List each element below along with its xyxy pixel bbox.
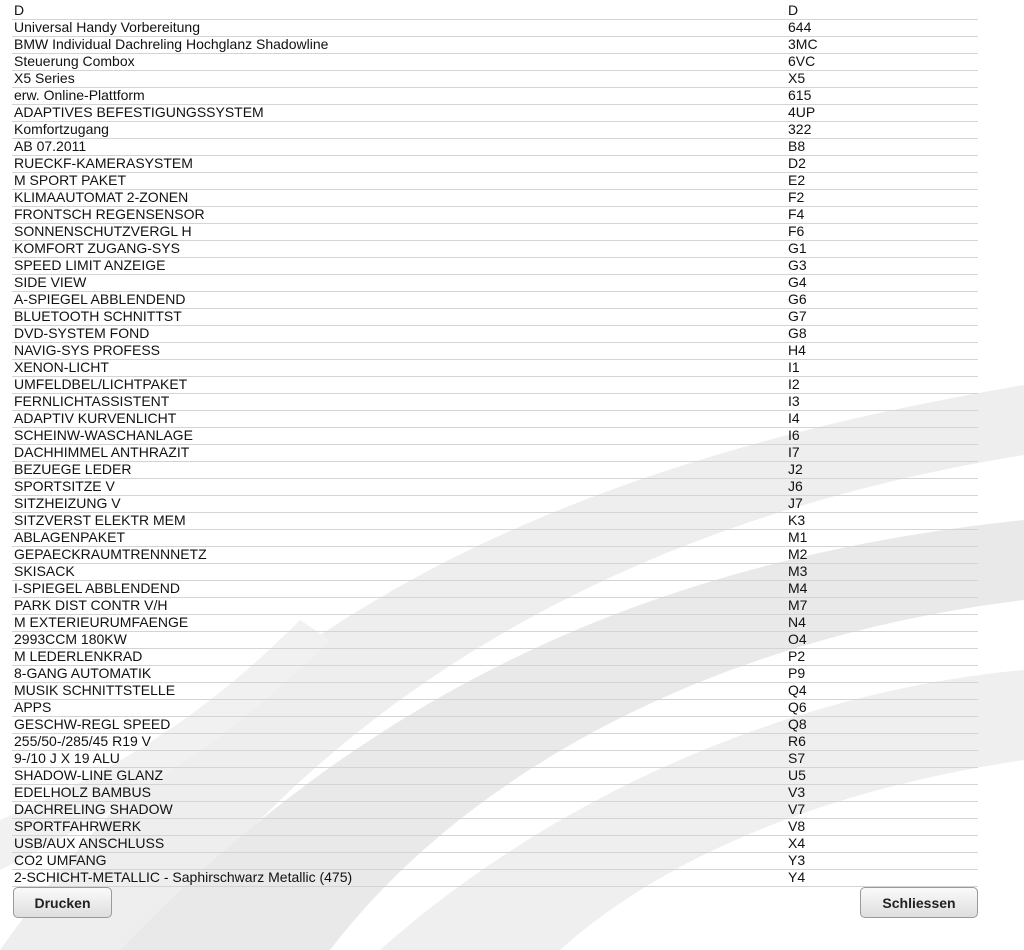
- option-description: BLUETOOTH SCHNITTST: [14, 309, 182, 324]
- option-description: Steuerung Combox: [14, 54, 135, 69]
- option-code: I1: [788, 359, 800, 375]
- option-code: I3: [788, 393, 800, 409]
- option-code: X4: [788, 835, 806, 851]
- table-row: [12, 700, 978, 717]
- option-description: XENON-LICHT: [14, 360, 109, 375]
- option-description: Universal Handy Vorbereitung: [14, 20, 200, 35]
- option-code: J7: [788, 495, 803, 511]
- option-description: ADAPTIV KURVENLICHT: [14, 411, 177, 426]
- option-description: 2993CCM 180KW: [14, 632, 127, 647]
- table-row: [12, 224, 978, 241]
- option-code: K3: [788, 512, 806, 528]
- option-code: G7: [788, 308, 807, 324]
- option-code: G1: [788, 240, 807, 256]
- option-description: 2-SCHICHT-METALLIC - Saphirschwarz Metallic (475): [14, 870, 353, 885]
- option-code: D2: [788, 155, 806, 171]
- table-row: [12, 496, 978, 513]
- table-row: [12, 819, 978, 836]
- option-description: DACHHIMMEL ANTHRAZIT: [14, 445, 190, 460]
- table-row: [12, 54, 978, 71]
- table-row: [12, 309, 978, 326]
- option-description: SPEED LIMIT ANZEIGE: [14, 258, 166, 273]
- option-code: E2: [788, 172, 806, 188]
- option-code: Q4: [788, 682, 807, 698]
- table-row: [12, 649, 978, 666]
- option-code: M7: [788, 597, 808, 613]
- table-row: [12, 479, 978, 496]
- option-description: ADAPTIVES BEFESTIGUNGSSYSTEM: [14, 105, 264, 120]
- table-row: [12, 88, 978, 105]
- table-row: [12, 207, 978, 224]
- table-row: [12, 547, 978, 564]
- option-code: R6: [788, 733, 806, 749]
- option-description: AB 07.2011: [14, 139, 87, 154]
- option-code: 6VC: [788, 53, 816, 69]
- option-code: M1: [788, 529, 808, 545]
- option-code: J2: [788, 461, 803, 477]
- option-description: SIDE VIEW: [14, 275, 87, 290]
- option-description: MUSIK SCHNITTSTELLE: [14, 683, 176, 698]
- table-row: [12, 377, 978, 394]
- table-row: [12, 360, 978, 377]
- option-code: J6: [788, 478, 803, 494]
- option-description: 9-/10 J X 19 ALU: [14, 751, 120, 766]
- table-row: [12, 853, 978, 870]
- option-code: V7: [788, 801, 806, 817]
- table-row: [12, 105, 978, 122]
- table-row: [12, 462, 978, 479]
- option-description: SKISACK: [14, 564, 75, 579]
- option-code: I2: [788, 376, 800, 392]
- table-row: [12, 258, 978, 275]
- table-row: [12, 292, 978, 309]
- option-description: BMW Individual Dachreling Hochglanz Shadowline: [14, 37, 329, 52]
- table-row: [12, 615, 978, 632]
- option-description: SPORTSITZE V: [14, 479, 115, 494]
- option-description: KOMFORT ZUGANG-SYS: [14, 241, 180, 256]
- option-code: P2: [788, 648, 806, 664]
- option-code: 644: [788, 19, 812, 35]
- option-description: GESCHW-REGL SPEED: [14, 717, 171, 732]
- option-description: M EXTERIEURUMFAENGE: [14, 615, 189, 630]
- option-code: I4: [788, 410, 800, 426]
- option-code: X5: [788, 70, 806, 86]
- option-code: Q6: [788, 699, 807, 715]
- option-code: M2: [788, 546, 808, 562]
- option-code: Y3: [788, 852, 806, 868]
- table-row: [12, 751, 978, 768]
- option-code: G6: [788, 291, 807, 307]
- table-row: [12, 173, 978, 190]
- option-code: 322: [788, 121, 812, 137]
- option-description: SITZVERST ELEKTR MEM: [14, 513, 186, 528]
- option-description: SHADOW-LINE GLANZ: [14, 768, 164, 783]
- option-code: 3MC: [788, 36, 818, 52]
- table-row: [12, 343, 978, 360]
- table-row: [12, 139, 978, 156]
- option-description: KLIMAAUTOMAT 2-ZONEN: [14, 190, 189, 205]
- table-row: [12, 156, 978, 173]
- option-code: D: [788, 2, 799, 18]
- option-description: GEPAECKRAUMTRENNNETZ: [14, 547, 207, 562]
- option-description: SONNENSCHUTZVERGL H: [14, 224, 192, 239]
- option-description: USB/AUX ANSCHLUSS: [14, 836, 165, 851]
- table-row: [12, 428, 978, 445]
- table-row: [12, 37, 978, 54]
- table-row: [12, 564, 978, 581]
- option-description: CO2 UMFANG: [14, 853, 107, 868]
- option-code: H4: [788, 342, 806, 358]
- table-row: [12, 411, 978, 428]
- table-row: [12, 445, 978, 462]
- table-row: [12, 632, 978, 649]
- table-row: [12, 122, 978, 139]
- option-code: O4: [788, 631, 807, 647]
- option-description: FERNLICHTASSISTENT: [14, 394, 170, 409]
- option-code: B8: [788, 138, 806, 154]
- table-row: [12, 581, 978, 598]
- print-button[interactable]: Drucken: [13, 887, 112, 918]
- table-row: [12, 20, 978, 37]
- table-row: [12, 717, 978, 734]
- table-row: [12, 836, 978, 853]
- option-code: S7: [788, 750, 806, 766]
- option-description: SCHEINW-WASCHANLAGE: [14, 428, 193, 443]
- option-code: 615: [788, 87, 812, 103]
- option-description: X5 Series: [14, 71, 75, 86]
- option-description: A-SPIEGEL ABBLENDEND: [14, 292, 186, 307]
- table-row: [12, 802, 978, 819]
- table-row: [12, 275, 978, 292]
- option-code: M3: [788, 563, 808, 579]
- table-row: [12, 683, 978, 700]
- table-row: [12, 71, 978, 88]
- option-description: I-SPIEGEL ABBLENDEND: [14, 581, 180, 596]
- option-description: ABLAGENPAKET: [14, 530, 126, 545]
- option-code: M4: [788, 580, 808, 596]
- table-row: [12, 598, 978, 615]
- table-row: [12, 530, 978, 547]
- option-code: G8: [788, 325, 807, 341]
- option-description: SITZHEIZUNG V: [14, 496, 121, 511]
- close-button[interactable]: Schliessen: [860, 887, 978, 918]
- option-description: DACHRELING SHADOW: [14, 802, 173, 817]
- option-code: F2: [788, 189, 805, 205]
- option-code: Y4: [788, 869, 806, 885]
- table-row: [12, 326, 978, 343]
- option-description: NAVIG-SYS PROFESS: [14, 343, 160, 358]
- table-row: [12, 513, 978, 530]
- option-description: SPORTFAHRWERK: [14, 819, 142, 834]
- table-row: [12, 394, 978, 411]
- table-row: [12, 870, 978, 887]
- option-code: G4: [788, 274, 807, 290]
- table-row: [12, 3, 978, 20]
- table-row: [12, 785, 978, 802]
- option-code: N4: [788, 614, 806, 630]
- option-description: M LEDERLENKRAD: [14, 649, 143, 664]
- option-code: G3: [788, 257, 807, 273]
- option-description: Komfortzugang: [14, 122, 109, 137]
- table-row: [12, 190, 978, 207]
- option-description: 255/50-/285/45 R19 V: [14, 734, 151, 749]
- option-description: DVD-SYSTEM FOND: [14, 326, 150, 341]
- option-description: FRONTSCH REGENSENSOR: [14, 207, 205, 222]
- options-table: [12, 3, 978, 887]
- option-description: UMFELDBEL/LICHTPAKET: [14, 377, 188, 392]
- option-description: PARK DIST CONTR V/H: [14, 598, 168, 613]
- option-code: I7: [788, 444, 800, 460]
- table-row: [12, 768, 978, 785]
- option-code: Q8: [788, 716, 807, 732]
- option-code: F4: [788, 206, 805, 222]
- option-description: erw. Online-Plattform: [14, 88, 145, 103]
- option-description: BEZUEGE LEDER: [14, 462, 132, 477]
- option-description: 8-GANG AUTOMATIK: [14, 666, 152, 681]
- option-code: I6: [788, 427, 800, 443]
- option-code: 4UP: [788, 104, 816, 120]
- table-row: [12, 734, 978, 751]
- option-description: RUECKF-KAMERASYSTEM: [14, 156, 193, 171]
- option-description: D: [14, 3, 25, 18]
- option-code: V3: [788, 784, 806, 800]
- table-row: [12, 241, 978, 258]
- option-code: F6: [788, 223, 805, 239]
- option-code: U5: [788, 767, 806, 783]
- option-code: P9: [788, 665, 806, 681]
- option-code: V8: [788, 818, 806, 834]
- option-description: APPS: [14, 700, 52, 715]
- option-description: M SPORT PAKET: [14, 173, 127, 188]
- table-row: [12, 666, 978, 683]
- option-description: EDELHOLZ BAMBUS: [14, 785, 151, 800]
